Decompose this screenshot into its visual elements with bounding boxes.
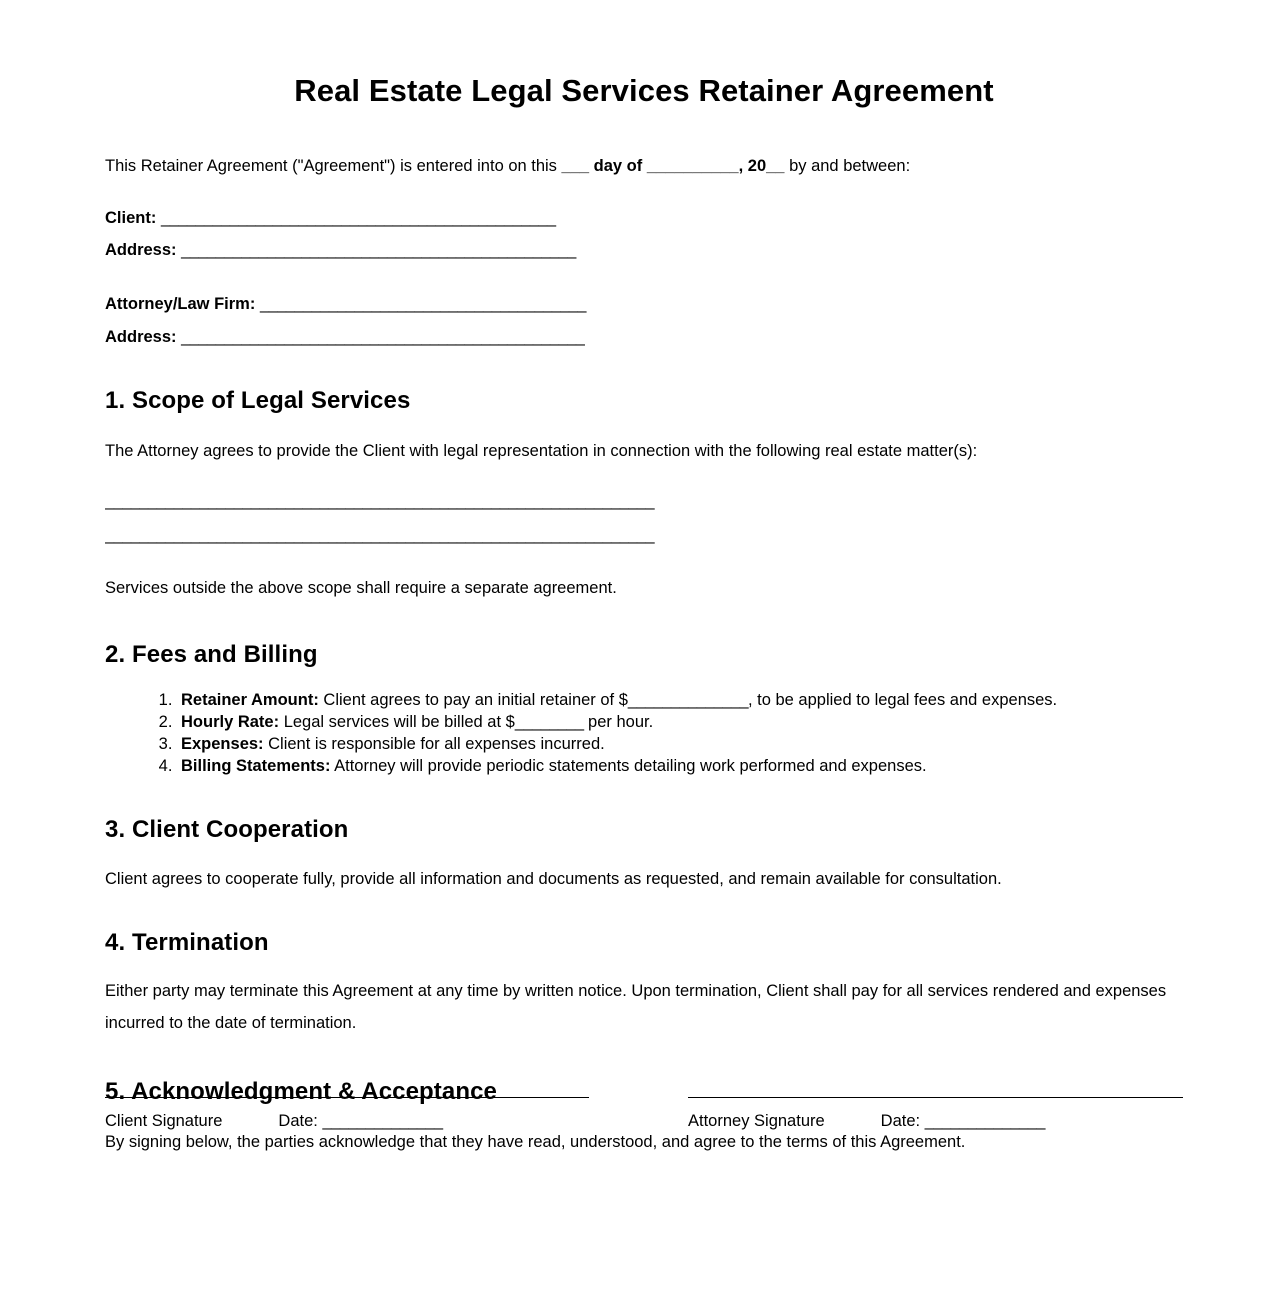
scope-blank-line-1[interactable]: ________________________________________________________________: [105, 491, 654, 510]
scope-blank-line-2[interactable]: ________________________________________________________________: [105, 525, 654, 544]
intro-day-of-label: day of: [589, 156, 647, 175]
fees-item-text-before: Legal services will be billed at $: [279, 713, 515, 732]
scope-writein-area: [105, 462, 1183, 553]
intro-paragraph: [105, 111, 1183, 177]
client-address-label: Address:: [105, 241, 177, 260]
fees-item-text-after: per hour.: [583, 713, 654, 732]
fees-item-label: Expenses:: [181, 734, 264, 753]
section-heading-termination: 4. Termination: [105, 928, 269, 956]
intro-text-tail: by and between:: [784, 156, 911, 175]
acknowledgment-body-text: By signing below, the parties acknowledge that they have read, understood, and agree to the terms of this Agreement.: [105, 1132, 966, 1151]
attorney-signature-block: [688, 1097, 1183, 1132]
attorney-firm-row: [105, 288, 1183, 320]
list-item: [177, 756, 1183, 778]
client-signature-block: [105, 1097, 589, 1132]
client-date-field: [222, 1112, 442, 1132]
list-item: [177, 690, 1183, 712]
retainer-amount-blank[interactable]: ______________: [627, 691, 748, 710]
section-heading-acknowledgment: 5. Acknowledgment & Acceptance: [105, 1078, 497, 1106]
fees-list: [105, 669, 1183, 777]
fees-item-text-before: Client agrees to pay an initial retainer of $: [318, 691, 628, 710]
client-address-input-blank[interactable]: ______________________________________________: [181, 241, 576, 260]
client-name-label: Client:: [105, 209, 157, 228]
termination-body-text: Either party may terminate this Agreement at any time by written notice. Upon termination, Client shall pay for all services rendered and expenses incurred to the date of termination.: [105, 982, 1167, 1032]
hourly-rate-blank[interactable]: ________: [514, 713, 584, 732]
intro-day-blank: ___: [561, 156, 590, 175]
client-party-block: [105, 177, 1183, 266]
client-name-input-blank[interactable]: ______________________________________________: [160, 209, 556, 228]
fees-item-text-before: Attorney will provide periodic statements detailing work performed and expenses.: [330, 756, 927, 775]
list-item: [177, 712, 1183, 734]
section-heading-scope: 1. Scope of Legal Services: [105, 386, 411, 414]
attorney-address-input-blank[interactable]: _______________________________________________: [181, 327, 585, 346]
attorney-signature-label: Attorney Signature: [688, 1112, 825, 1130]
attorney-party-block: [105, 266, 1183, 352]
attorney-date-blank[interactable]: ______________: [924, 1112, 1045, 1130]
attorney-address-row: [105, 321, 1183, 353]
attorney-date-field: [825, 1112, 1045, 1132]
section-heading-fees: 2. Fees and Billing: [105, 640, 318, 668]
intro-text-lead: This Retainer Agreement ("Agreement") is entered into on this: [105, 156, 562, 175]
client-name-row: [105, 202, 1183, 234]
client-date-blank[interactable]: ______________: [322, 1112, 443, 1130]
client-signature-label: Client Signature: [105, 1112, 223, 1130]
fees-item-label: Hourly Rate:: [181, 713, 280, 732]
fees-item-text-before: Client is responsible for all expenses incurred.: [263, 734, 605, 753]
list-item: [177, 734, 1183, 756]
fees-item-label: Billing Statements:: [181, 756, 331, 775]
fees-item-label: Retainer Amount:: [181, 691, 319, 710]
intro-year-blank: __: [766, 156, 785, 175]
page-title: Real Estate Legal Services Retainer Agreement: [294, 73, 994, 108]
attorney-signature-caption: [688, 1098, 1183, 1132]
client-date-label: Date:: [278, 1112, 318, 1130]
client-address-row: [105, 234, 1183, 266]
signature-area: [105, 1097, 1183, 1132]
intro-year-prefix: , 20: [738, 156, 767, 175]
attorney-firm-label: Attorney/Law Firm:: [105, 295, 256, 314]
attorney-date-label: Date:: [880, 1112, 921, 1130]
cooperation-body-text: Client agrees to cooperate fully, provide all information and documents as requested, and remain available for consultation.: [105, 870, 1002, 889]
intro-month-blank: __________: [646, 156, 739, 175]
fees-item-text-after: , to be applied to legal fees and expenses.: [747, 691, 1058, 710]
client-signature-caption: [105, 1098, 589, 1132]
section-heading-cooperation: 3. Client Cooperation: [105, 815, 349, 843]
scope-outro-text: Services outside the above scope shall require a separate agreement.: [105, 579, 617, 598]
attorney-firm-input-blank[interactable]: ______________________________________: [259, 295, 586, 314]
scope-intro-text: The Attorney agrees to provide the Client with legal representation in connection with the following real estate matter(s):: [105, 441, 978, 460]
attorney-address-label: Address:: [105, 327, 177, 346]
